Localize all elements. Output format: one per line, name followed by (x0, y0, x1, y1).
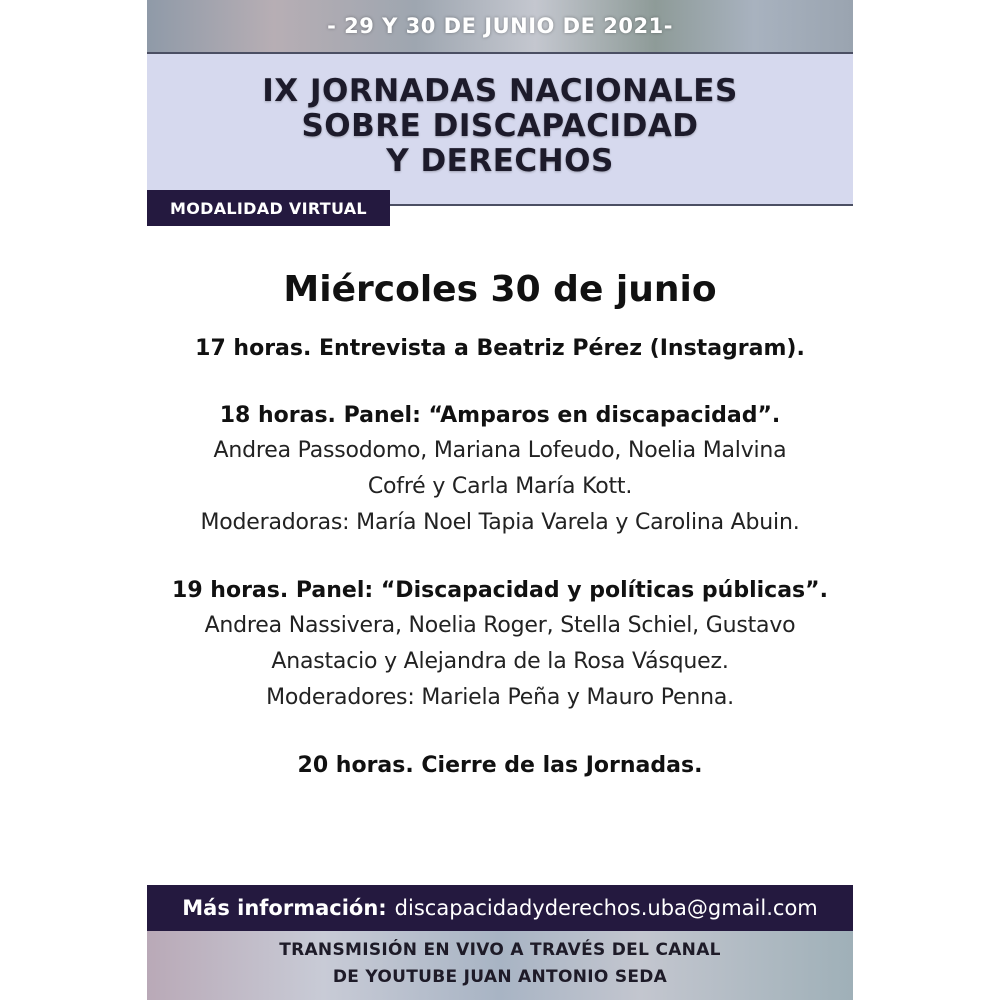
entry-line: Andrea Passodomo, Mariana Lofeudo, Noelia Malvina (213, 438, 787, 463)
schedule-entry (147, 332, 853, 366)
broadcast-line: DE YOUTUBE JUAN ANTONIO SEDA (332, 967, 668, 987)
contact-label: Más información: (182, 896, 387, 920)
entry-line: Anastacio y Alejandra de la Rosa Vásquez. (271, 649, 729, 674)
title-banner (147, 52, 853, 206)
entry-line: Andrea Nassivera, Noelia Roger, Stella Schiel, Gustavo (204, 613, 796, 638)
schedule-entry (147, 574, 853, 716)
day-heading: Miércoles 30 de junio (283, 269, 717, 310)
event-title-line: IX JORNADAS NACIONALES (262, 73, 738, 109)
entry-line: Cofré y Carla María Kott. (367, 474, 633, 499)
entry-heading: 20 horas. Cierre de las Jornadas. (297, 753, 703, 778)
contact-banner (147, 885, 853, 931)
schedule-entry (147, 399, 853, 541)
event-title (147, 74, 853, 179)
broadcast-banner (147, 931, 853, 1000)
date-banner (147, 0, 853, 52)
schedule-entry (147, 749, 853, 783)
event-poster (147, 0, 853, 1000)
entry-heading: 18 horas. Panel: “Amparos en discapacidad”. (219, 403, 781, 428)
entry-heading: 17 horas. Entrevista a Beatriz Pérez (Instagram). (195, 336, 805, 361)
event-title-line: SOBRE DISCAPACIDAD (301, 108, 699, 144)
schedule (147, 262, 853, 783)
contact-email-link[interactable]: discapacidadyderechos.uba@gmail.com (394, 896, 818, 920)
event-title-line: Y DERECHOS (386, 143, 614, 179)
event-date: - 29 Y 30 DE JUNIO DE 2021- (327, 14, 673, 38)
modality-badge: MODALIDAD VIRTUAL (147, 190, 390, 226)
broadcast-line: TRANSMISIÓN EN VIVO A TRAVÉS DEL CANAL (279, 940, 721, 960)
entry-line: Moderadoras: María Noel Tapia Varela y Carolina Abuin. (200, 510, 800, 535)
entry-heading: 19 horas. Panel: “Discapacidad y políticas públicas”. (172, 578, 828, 603)
entry-line: Moderadores: Mariela Peña y Mauro Penna. (266, 685, 734, 710)
